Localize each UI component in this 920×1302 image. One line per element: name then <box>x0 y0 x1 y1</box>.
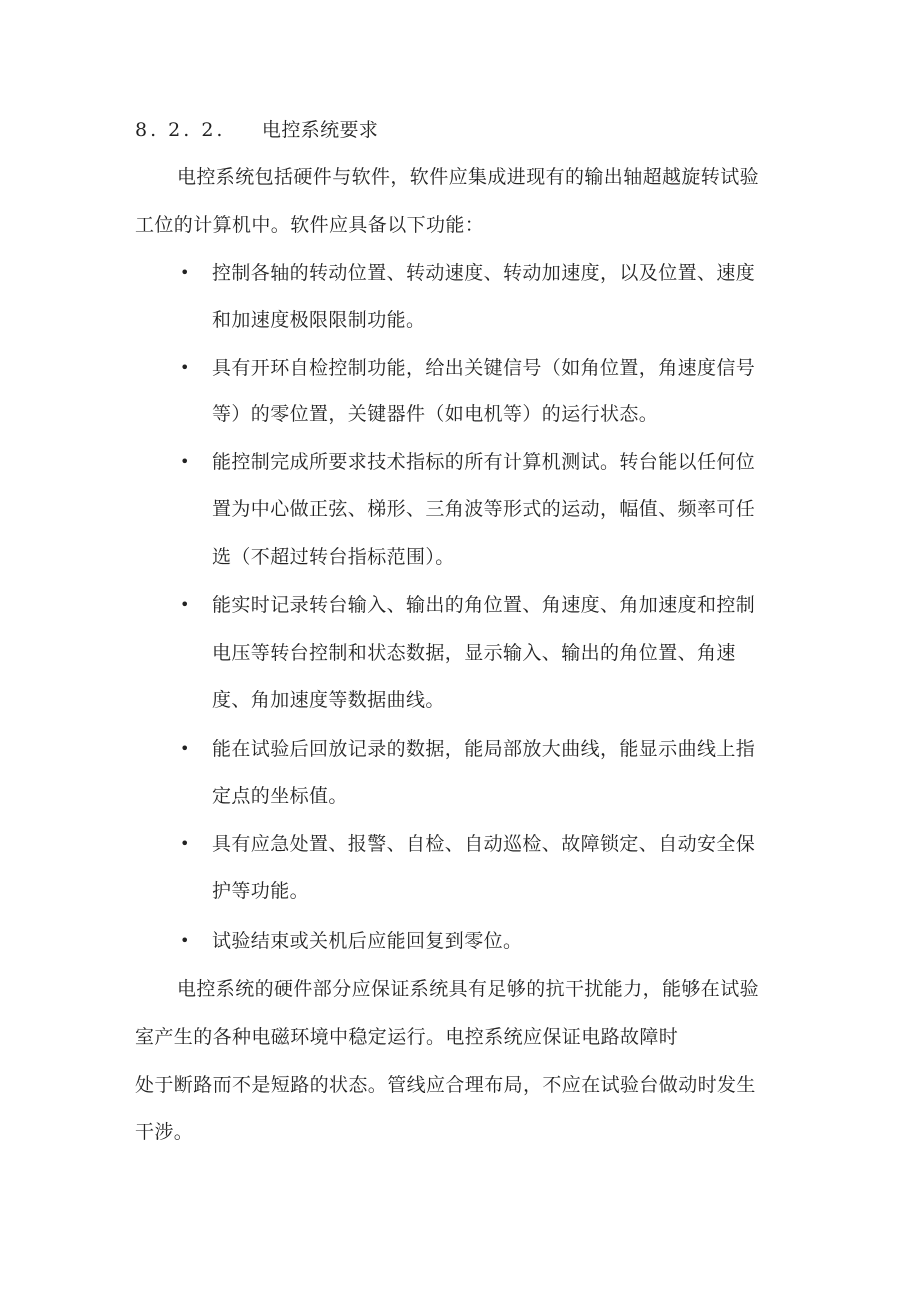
closing-line-3: 处于断路而不是短路的状态。管线应合理布局，不应在试验台做动时发生 <box>135 1074 756 1096</box>
bullet-marker: • <box>180 358 190 377</box>
closing-line-4: 干涉。 <box>135 1121 194 1143</box>
bullet-marker: • <box>180 834 190 853</box>
bullet-2-line-1: 具有开环自检控制功能，给出关键信号（如角位置，角速度信号 <box>212 357 756 379</box>
bullet-3-line-1: 能控制完成所要求技术指标的所有计算机测试。转台能以任何位 <box>212 451 756 473</box>
bullet-5-line-2: 定点的坐标值。 <box>212 785 348 807</box>
section-number: 8. 2. 2. <box>135 119 226 141</box>
bullet-marker: • <box>180 452 190 471</box>
closing-line-2: 室产生的各种电磁环境中稳定运行。电控系统应保证电路故障时 <box>135 1026 679 1048</box>
intro-line-1: 电控系统包括硬件与软件，软件应集成进现有的输出轴超越旋转试验 <box>177 166 760 188</box>
section-title: 电控系统要求 <box>261 119 379 141</box>
bullet-4-line-3: 度、角加速度等数据曲线。 <box>212 689 445 711</box>
bullet-7-line-1: 试验结束或关机后应能回复到零位。 <box>212 930 523 952</box>
bullet-marker: • <box>180 595 190 614</box>
bullet-6-line-1: 具有应急处置、报警、自检、自动巡检、故障锁定、自动安全保 <box>212 833 756 855</box>
bullet-marker: • <box>180 263 190 282</box>
bullet-6-line-2: 护等功能。 <box>212 880 310 902</box>
closing-line-1: 电控系统的硬件部分应保证系统具有足够的抗干扰能力，能够在试验 <box>177 978 760 1000</box>
section-heading <box>135 117 378 143</box>
bullet-4-line-1: 能实时记录转台输入、输出的角位置、角速度、角加速度和控制 <box>212 594 756 616</box>
bullet-marker: • <box>180 739 190 758</box>
bullet-3-line-2: 置为中心做正弦、梯形、三角波等形式的运动，幅值、频率可任 <box>212 498 756 520</box>
bullet-2-line-2: 等）的零位置，关键器件（如电机等）的运行状态。 <box>212 403 659 425</box>
bullet-marker: • <box>180 931 190 950</box>
intro-line-2: 工位的计算机中。软件应具备以下功能： <box>135 214 485 236</box>
bullet-1-line-2: 和加速度极限限制功能。 <box>212 309 426 331</box>
bullet-4-line-2: 电压等转台控制和状态数据，显示输入、输出的角位置、角速 <box>212 642 736 664</box>
bullet-1-line-1: 控制各轴的转动位置、转动速度、转动加速度，以及位置、速度 <box>212 262 756 284</box>
bullet-5-line-1: 能在试验后回放记录的数据，能局部放大曲线，能显示曲线上指 <box>212 738 756 760</box>
bullet-3-line-3: 选（不超过转台指标范围）。 <box>212 546 455 568</box>
